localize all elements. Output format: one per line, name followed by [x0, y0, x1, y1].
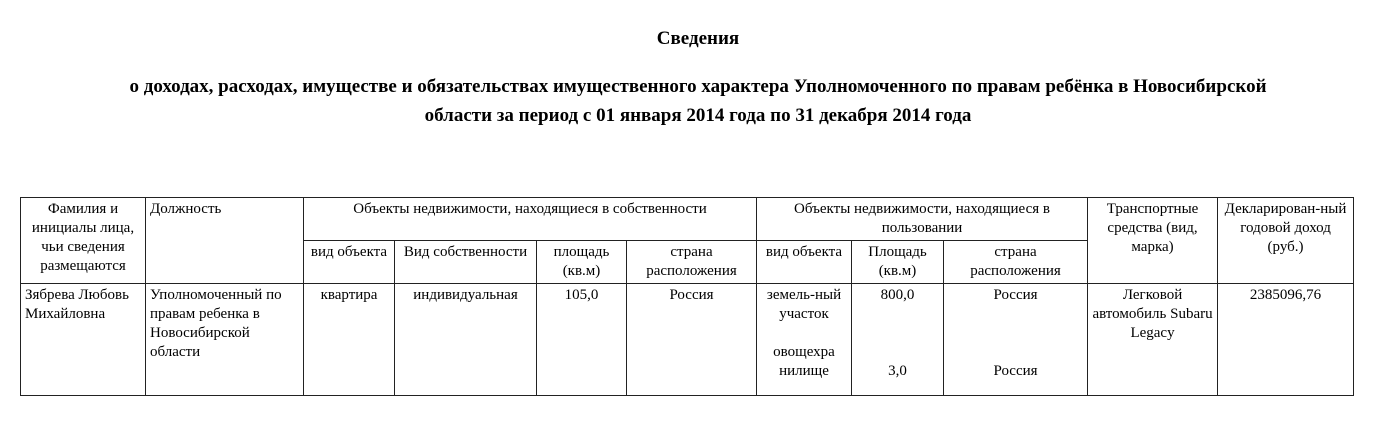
used-area-1: 800,0 [880, 287, 915, 303]
used-country-2: Россия [993, 363, 1038, 379]
header-owned-ownership: Вид собственности [395, 241, 537, 284]
cell-owned-area: 105,0 [537, 284, 627, 396]
header-income: Декларирован-ный годовой доход (руб.) [1218, 198, 1354, 284]
used-area-2: 3,0 [888, 363, 907, 379]
header-owned-type: вид объекта [304, 241, 395, 284]
header-owned-area: площадь (кв.м) [537, 241, 627, 284]
header-used-group: Объекты недвижимости, находящиеся в пользовании [757, 198, 1088, 241]
cell-position: Уполномоченный по правам ребенка в Новосибирской области [146, 284, 304, 396]
document-subtitle-line-2: области за период с 01 января 2014 года по 31 декабря 2014 года [424, 105, 972, 126]
cell-owned-ownership: индивидуальная [395, 284, 537, 396]
cell-owned-type: квартира [304, 284, 395, 396]
cell-name: Зябрева Любовь Михайловна [21, 284, 146, 396]
header-name: Фамилия и инициалы лица, чьи сведения размещаются [21, 198, 146, 284]
header-used-type: вид объекта [757, 241, 852, 284]
document-title: Сведения [656, 28, 740, 49]
cell-income: 2385096,76 [1218, 284, 1354, 396]
cell-transport: Легковой автомобиль Subaru Legacy [1088, 284, 1218, 396]
header-owned-group: Объекты недвижимости, находящиеся в собственности [304, 198, 757, 241]
header-transport: Транспортные средства (вид, марка) [1088, 198, 1218, 284]
cell-owned-country: Россия [627, 284, 757, 396]
header-used-area: Площадь (кв.м) [852, 241, 944, 284]
header-owned-country: страна расположения [627, 241, 757, 284]
cell-used-type [757, 284, 852, 396]
cell-used-area [852, 284, 944, 396]
header-position: Должность [146, 198, 304, 284]
cell-used-country [944, 284, 1088, 396]
used-type-1: земель-ный участок [766, 287, 842, 322]
header-used-country: страна расположения [944, 241, 1088, 284]
header-row-1 [21, 198, 1354, 241]
used-type-2: овощехра нилище [773, 344, 835, 379]
document-subtitle-line-1: о доходах, расходах, имуществе и обязательствах имущественного характера Уполномоченного по правам ребёнка в Новосибирской [129, 76, 1267, 97]
table-row [21, 284, 1354, 396]
declaration-table [20, 197, 1354, 396]
used-country-1: Россия [993, 287, 1038, 303]
